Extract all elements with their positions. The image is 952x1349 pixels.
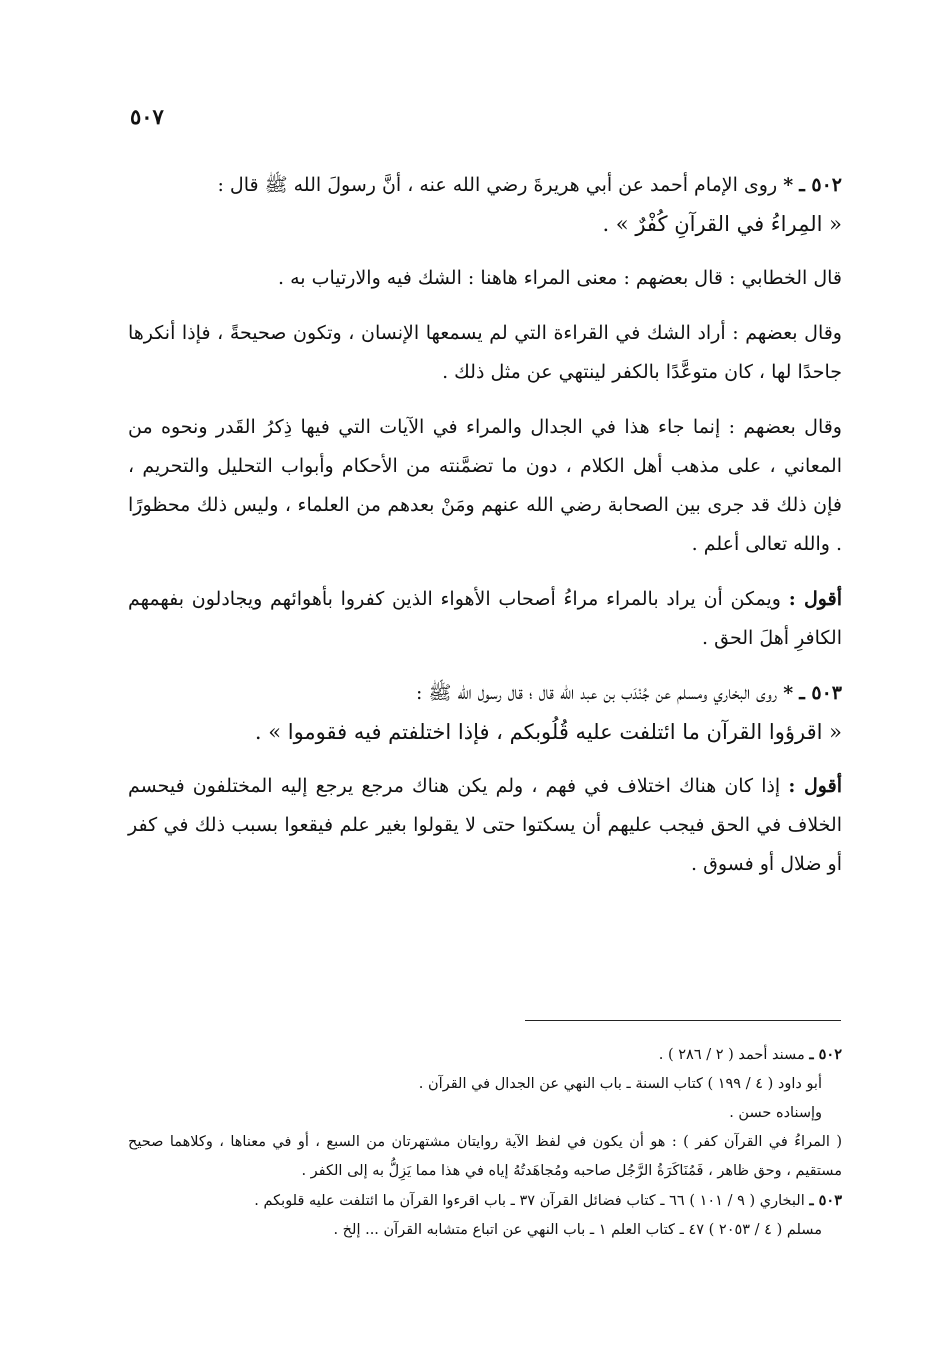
entry-number: ٥٠٣ ـ [799, 682, 842, 704]
aqul-label: أقول : [788, 588, 842, 610]
footnote-text: وإسناده حسن . [729, 1105, 822, 1121]
hadith-quote: « اقرؤوا القرآن ما ائتلفت عليه قُلُوبكم ، فإذا اختلفتم فيه فقوموا » . [254, 720, 842, 744]
paragraph-aqul-1 [128, 580, 842, 658]
hadith-entry-502 [128, 166, 842, 245]
footnotes [128, 1040, 842, 1245]
aqul-text: ويمكن أن يراد بالمراء مراءُ أصحاب الأهواء الذين كفروا بأهوائهم ويجادلون بفهمهم الكافرِ أهلَ الحق . [128, 588, 842, 649]
hadith-entry-503 [128, 674, 842, 753]
paragraph-khattabi: قال الخطابي : قال بعضهم : معنى المراء هاهنا : الشك فيه والارتياب به . [278, 267, 842, 289]
aqul-text: إذا كان هناك اختلاف في فهم ، ولم يكن هناك مرجع يرجع إليه المختلفون فيحسم الخلاف في الحق فيجب عليهم أن يسكتوا حتى لا يقولوا بغير علم فيقعوا بسبب ذلك في كفر أو ضلال أو فسوق . [128, 775, 842, 875]
aqul-label: أقول : [788, 775, 842, 797]
entry-number: ٥٠٢ ـ [799, 174, 842, 196]
star-marker: * [783, 682, 794, 704]
footnote-line [128, 1099, 842, 1128]
page-number: ٥٠٧ [130, 104, 164, 129]
footnote-line [128, 1216, 842, 1245]
footnote-line [128, 1040, 842, 1070]
footnote-text: مسند أحمد ( ٢ / ٢٨٦ ) . [658, 1047, 805, 1063]
star-marker: * [783, 174, 794, 196]
footnote-line [128, 1070, 842, 1099]
footnote-line [128, 1186, 842, 1216]
footnote-number: ٥٠٣ ـ [809, 1192, 842, 1209]
footnote-text: مسلم ( ٤ / ٢٠٥٣ ) ٤٧ ـ كتاب العلم ١ ـ باب النهي عن اتباع متشابه القرآن ... إلخ . [333, 1222, 822, 1238]
paragraph-qadar: وقال بعضهم : إنما جاء هذا في الجدال والمراء في الآيات التي فيها ذِكرُ القَدر ونحوه من المعاني ، على مذهب أهل الكلام ، دون ما تضمَّنته من الأحكام وأبواب التحليل والتحريم ، فإن ذلك قد جرى بين الصحابة رضي الله عنهم ومَنْ بعدهم من العلماء ، وليس ذلك محظورًا . والله تعالى أعلم . [128, 416, 842, 555]
hadith-quote: « المِراءُ في القرآنِ كُفْرٌ » . [602, 212, 842, 236]
footnote-text: البخاري ( ٩ / ١٠١ ) ٦٦ ـ كتاب فضائل القرآن ٣٧ ـ باب اقرءوا القرآن ما ائتلفت عليه قلوبكم . [254, 1193, 805, 1209]
footnote-line [128, 1128, 842, 1186]
paragraph-aqul-2 [128, 767, 842, 884]
paragraph-doubt: وقال بعضهم : أراد الشك في القراءة التي لم يسمعها الإنسان ، وتكون صحيحةً ، فإذا أنكرها جاحدًا لها ، كان متوعَّدًا بالكفر لينتهي عن مثل ذلك . [128, 322, 842, 383]
footnote-number: ٥٠٢ ـ [809, 1046, 842, 1063]
main-text [128, 166, 842, 900]
footnote-text: ( المراءُ في القرآن كفر ) : هو أن يكون في لفظ الآية روايتان مشتهرتان من السبع ، أو في معناها ، وكلاهما صحيح مستقيم ، وحق ظاهر ، فَمُنَاكَرَةُ الرَّجُل صاحبه ومُجاهَدتُهُ إياه في هذا مما يَزِلُّ به إلى الكفر . [128, 1134, 842, 1179]
footnote-separator [525, 1020, 841, 1021]
entry-text: روى الإمام أحمد عن أبي هريرةَ رضي الله عنه ، أنَّ رسولَ الله ﷺ قال : [217, 174, 778, 196]
entry-text: روى البخاري ومسلم عن جُنْدَب بن عبد الله قال ؛ قال رسول الله ﷺ : [416, 682, 778, 704]
footnote-text: أبو داود ( ٤ / ١٩٩ ) كتاب السنة ـ باب النهي عن الجدال في القرآن . [418, 1076, 822, 1092]
